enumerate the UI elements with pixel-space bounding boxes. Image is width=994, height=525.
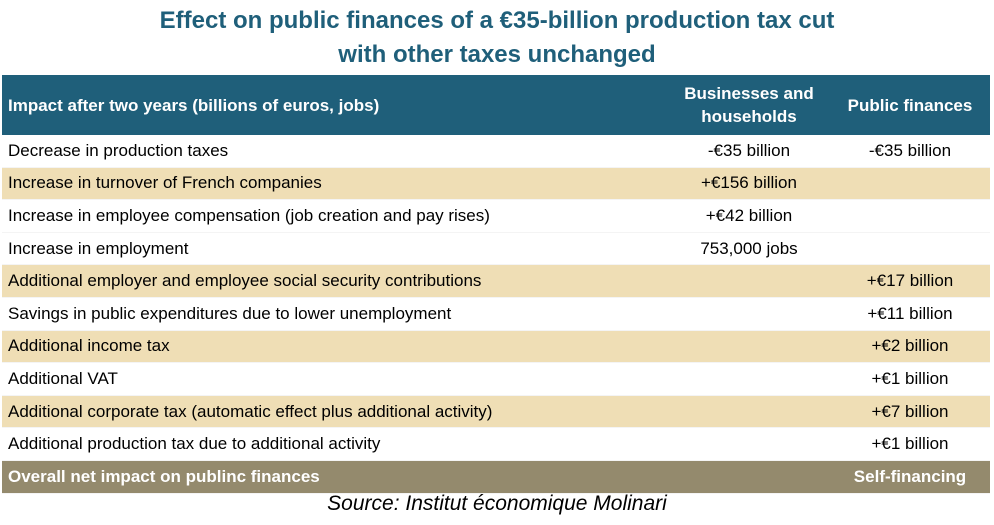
row-public-finances-value: Self-financing [830, 460, 990, 493]
row-businesses-value [668, 363, 830, 396]
table-row [2, 265, 990, 298]
impact-table [2, 75, 990, 494]
row-label: Additional corporate tax (automatic effect plus additional activity) [2, 395, 668, 428]
row-businesses-value [668, 265, 830, 298]
row-businesses-value: -€35 billion [668, 135, 830, 167]
row-businesses-value [668, 428, 830, 461]
row-label: Decrease in production taxes [2, 135, 668, 167]
table-row [2, 428, 990, 461]
row-label: Additional income tax [2, 330, 668, 363]
table-row [2, 330, 990, 363]
row-label: Additional VAT [2, 363, 668, 396]
row-public-finances-value: -€35 billion [830, 135, 990, 167]
table-body [2, 135, 990, 493]
row-businesses-value [668, 297, 830, 330]
row-label: Overall net impact on publinc finances [2, 460, 668, 493]
row-public-finances-value [830, 200, 990, 233]
row-public-finances-value: +€11 billion [830, 297, 990, 330]
row-label: Additional employer and employee social security contributions [2, 265, 668, 298]
header-businesses [668, 75, 830, 135]
source-note: Source: Institut économique Molinari [327, 492, 667, 515]
header-businesses-line-1: Businesses and [684, 84, 814, 103]
table-row [2, 135, 990, 167]
table-row [2, 363, 990, 396]
table-row [2, 200, 990, 233]
page-title [0, 4, 994, 72]
table-header-row [2, 75, 990, 135]
table-row [2, 297, 990, 330]
row-public-finances-value: +€1 billion [830, 363, 990, 396]
row-public-finances-value: +€2 billion [830, 330, 990, 363]
row-businesses-value [668, 460, 830, 493]
table-row [2, 167, 990, 200]
row-businesses-value: +€156 billion [668, 167, 830, 200]
row-label: Increase in employee compensation (job creation and pay rises) [2, 200, 668, 233]
header-businesses-line-2: households [701, 107, 797, 126]
row-public-finances-value [830, 167, 990, 200]
total-row [2, 460, 990, 493]
row-label: Increase in turnover of French companies [2, 167, 668, 200]
title-line-1: Effect on public finances of a €35-billion production tax cut [159, 7, 835, 34]
row-label: Additional production tax due to additional activity [2, 428, 668, 461]
title-line-2: with other taxes unchanged [338, 41, 656, 68]
row-public-finances-value: +€1 billion [830, 428, 990, 461]
row-public-finances-value [830, 232, 990, 265]
table-row [2, 395, 990, 428]
row-businesses-value [668, 330, 830, 363]
row-public-finances-value: +€17 billion [830, 265, 990, 298]
row-label: Increase in employment [2, 232, 668, 265]
row-public-finances-value: +€7 billion [830, 395, 990, 428]
row-label: Savings in public expenditures due to lower unemployment [2, 297, 668, 330]
row-businesses-value: +€42 billion [668, 200, 830, 233]
table-row [2, 232, 990, 265]
row-businesses-value [668, 395, 830, 428]
header-public-finances: Public finances [830, 75, 990, 135]
header-impact: Impact after two years (billions of euros, jobs) [2, 75, 668, 135]
row-businesses-value: 753,000 jobs [668, 232, 830, 265]
